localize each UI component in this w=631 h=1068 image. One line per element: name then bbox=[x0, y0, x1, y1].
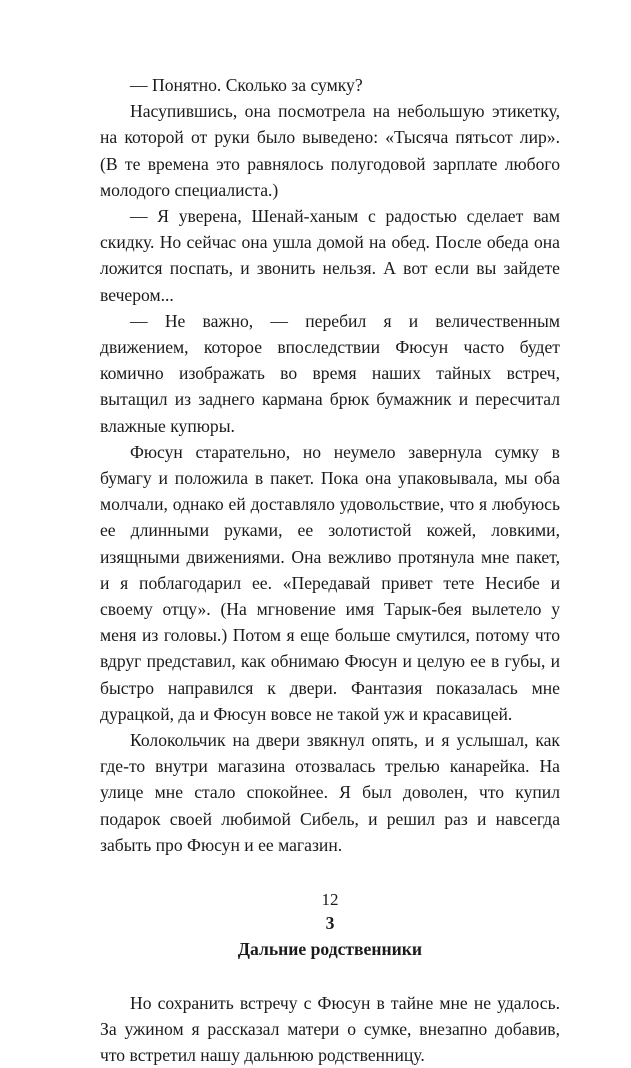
paragraph: Насупившись, она посмотрела на небольшую этикетку, на которой от руки было выведено: «Тысяча пятьсот лир». (В те времена это равнялось полугодовой зарплате любого молодого специалиста.) bbox=[100, 98, 560, 203]
page-body bbox=[100, 72, 560, 1068]
chapter-title: Дальние родственники bbox=[100, 936, 560, 962]
paragraph: Фюсун старательно, но неумело завернула сумку в бумагу и положила в пакет. Пока она упаковывала, мы оба молчали, однако ей доставляло удовольствие, что я любуюсь ее длинными руками, ее золотистой кожей, ловкими, изящными движениями. Она вежливо протянула мне пакет, и я поблагодарил ее. «Передавай привет тете Несибе и своему отцу». (На мгновение имя Тарык-бея вылетело у меня из головы.) Потом я еще больше смутился, потому что вдруг представил, как обнимаю Фюсун и целую ее в губы, и быстро направился к двери. Фантазия показалась мне дурацкой, да и Фюсун вовсе не такой уж и красавицей. bbox=[100, 439, 560, 727]
page-number: 12 bbox=[100, 890, 560, 910]
chapter-number: 3 bbox=[100, 910, 560, 936]
paragraph: — Понятно. Сколько за сумку? bbox=[100, 72, 560, 98]
paragraph: Но сохранить встречу с Фюсун в тайне мне не удалось. За ужином я рассказал матери о сумке, внезапно добавив, что встретил нашу дальнюю родственницу. bbox=[100, 990, 560, 1068]
paragraph: — Не важно, — перебил я и величественным движением, которое впоследствии Фюсун часто будет комично изображать во время наших тайных встреч, вытащил из заднего кармана брюк бумажник и пересчитал влажные купюры. bbox=[100, 308, 560, 439]
paragraph: Колокольчик на двери звякнул опять, и я услышал, как где-то внутри магазина отозвалась трелью канарейка. На улице мне стало спокойнее. Я был доволен, что купил подарок своей любимой Сибель, и решил раз и навсегда забыть про Фюсун и ее магазин. bbox=[100, 727, 560, 858]
paragraph: — Я уверена, Шенай-ханым с радостью сделает вам скидку. Но сейчас она ушла домой на обед. После обеда она ложится поспать, и звонить нельзя. А вот если вы зайдете вечером... bbox=[100, 203, 560, 308]
chapter-heading bbox=[100, 910, 560, 962]
